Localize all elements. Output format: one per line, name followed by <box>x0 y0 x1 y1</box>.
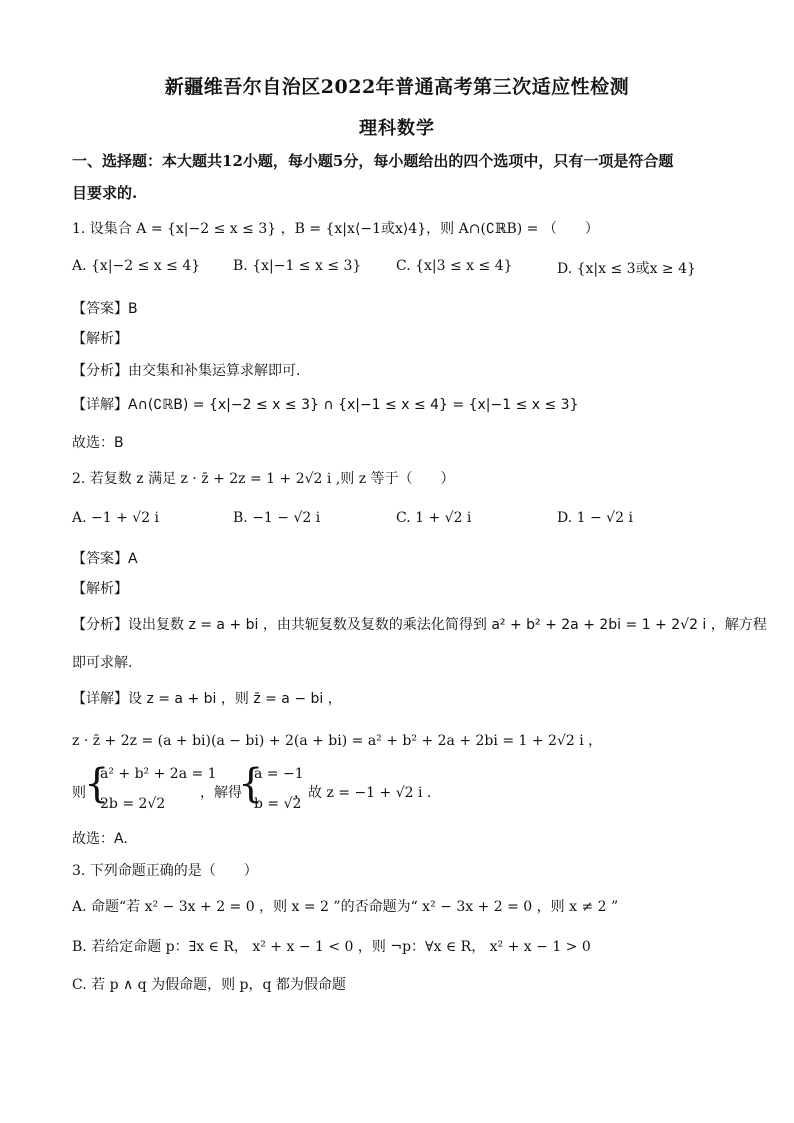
q1-option-b: B. {x|−1 ≤ x ≤ 3} <box>233 258 362 274</box>
section-heading-line2: 目要求的. <box>72 184 138 202</box>
q2-detail-line2: z · z̄ + 2z = (a + bi)(a − bi) + 2(a + bi) = a² + b² + 2a + 2bi = 1 + 2√2 i ， <box>72 733 603 749</box>
q1-option-d: D. {x|x ≤ 3或x ≥ 4} <box>557 261 696 277</box>
q3-stem: 3. 下列命题正确的是（ ） <box>72 863 258 879</box>
q1-option-c: C. {x|3 ≤ x ≤ 4} <box>396 258 513 274</box>
q2-ze-label: 则 <box>72 785 86 801</box>
q2-detail-line1: 【详解】设 z = a + bi ，则 z̄ = a − bi ， <box>72 691 342 707</box>
q1-option-a: A. {x|−2 ≤ x ≤ 4} <box>72 258 201 274</box>
q1-jiexi: 【解析】 <box>72 331 128 347</box>
q2-system1-row2: 2b = 2√2 <box>100 796 166 812</box>
q1-answer: 【答案】B <box>72 301 138 317</box>
q2-jiexi: 【解析】 <box>72 581 128 597</box>
q2-system1-row1: a² + b² + 2a = 1 <box>100 766 217 782</box>
page-subtitle: 理科数学 <box>359 118 435 139</box>
q2-answer: 【答案】A <box>72 551 138 567</box>
q2-jiede-label: ，解得 <box>200 785 242 801</box>
q2-conclusion: 故选：A. <box>72 831 128 847</box>
q2-final-result: ，故 z = −1 + √2 i . <box>294 785 432 801</box>
q3-option-a: A. 命题“若 x² − 3x + 2 = 0 ，则 x = 2 ”的否命题为“ x² − 3x + 2 = 0 ，则 x ≠ 2 ” <box>72 899 619 915</box>
q1-stem: 1. 设集合 A = {x|−2 ≤ x ≤ 3} ，B = {x|x⟨−1或x⟩4}，则 A∩(∁ℝB) = （ ） <box>72 221 599 237</box>
q1-analysis: 【分析】由交集和补集运算求解即可. <box>72 363 301 379</box>
q2-option-d: D. 1 − √2 i <box>557 510 633 526</box>
q2-option-c: C. 1 + √2 i <box>396 510 472 526</box>
q2-option-b: B. −1 − √2 i <box>233 510 321 526</box>
q2-option-a: A. −1 + √2 i <box>72 510 160 526</box>
q2-analysis-line1: 【分析】设出复数 z = a + bi ，由共轭复数及复数的乘法化简得到 a² + b² + 2a + 2bi = 1 + 2√2 i ，解方程 <box>72 617 767 633</box>
q2-system2-row1: a = −1 <box>254 766 304 782</box>
page-title: 新疆维吾尔自治区2022年普通高考第三次适应性检测 <box>164 76 630 98</box>
q2-system1-brace: { <box>84 761 110 807</box>
section-heading-line1: 一、选择题：本大题共12小题，每小题5分，每小题给出的四个选项中，只有一项是符合题 <box>72 152 674 170</box>
q2-analysis-line2: 即可求解. <box>72 655 133 671</box>
q2-system2-brace: { <box>238 761 264 807</box>
q3-option-b: B. 若给定命题 p：∃x ∈ R， x² + x − 1 < 0 ，则 ¬p：∀x ∈ R， x² + x − 1 > 0 <box>72 939 591 955</box>
q2-system2-row2: b = √2 <box>254 796 302 812</box>
q2-stem: 2. 若复数 z 满足 z · z̄ + 2z = 1 + 2√2 i ,则 z 等于（ ） <box>72 471 455 487</box>
q3-option-c: C. 若 p ∧ q 为假命题，则 p，q 都为假命题 <box>72 977 346 993</box>
q1-conclusion: 故选：B <box>72 435 124 451</box>
q1-detail: 【详解】A∩(∁ℝB) = {x|−2 ≤ x ≤ 3} ∩ {x|−1 ≤ x ≤ 4} = {x|−1 ≤ x ≤ 3} <box>72 397 579 413</box>
